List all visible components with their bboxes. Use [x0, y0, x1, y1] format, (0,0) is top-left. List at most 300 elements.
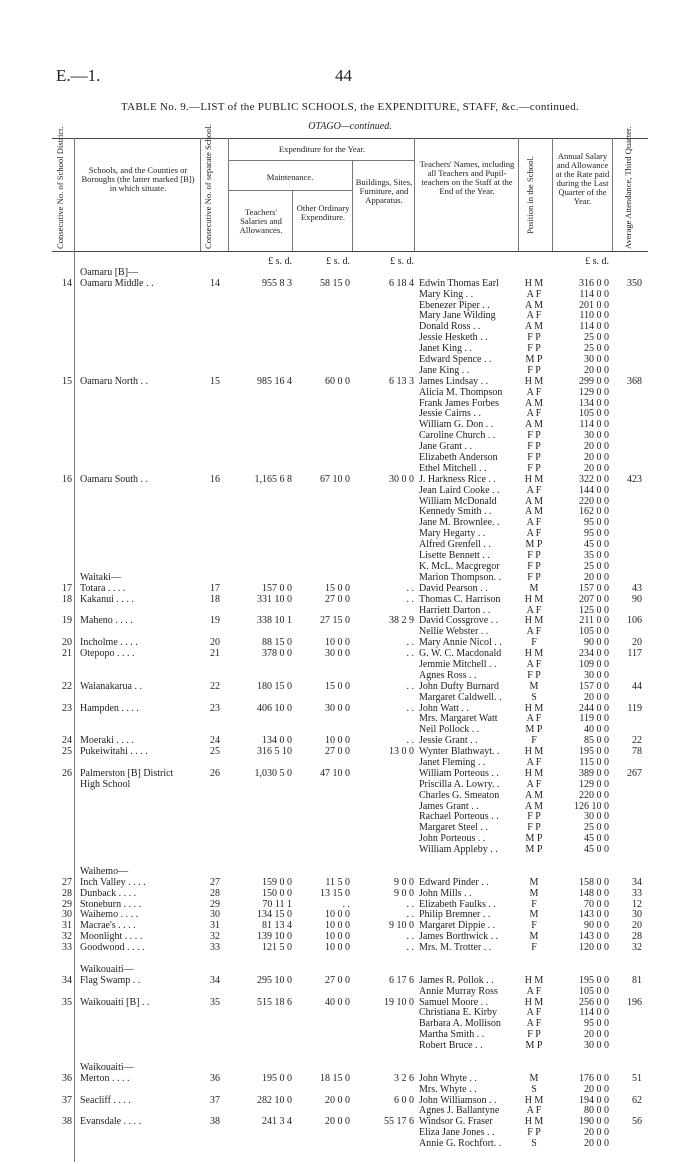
annual-salary-cell: 95 0 0 — [584, 528, 609, 540]
position-cell: A F — [526, 386, 542, 398]
header-top-rule — [52, 138, 648, 139]
annual-salary-cell: 25 0 0 — [584, 332, 609, 344]
salaries-cell: 378 0 0 — [262, 648, 292, 660]
teacher-name: Margaret Dippie . . — [419, 920, 496, 932]
other-expenditure-cell: 27 0 0 — [325, 746, 350, 758]
salaries-cell: 157 0 0 — [262, 582, 292, 594]
page-number: 44 — [335, 66, 352, 85]
school-name: Waihemo . . . . — [80, 909, 139, 921]
teacher-name: John Williamson . . — [419, 1094, 497, 1106]
annual-salary-cell: 195 0 0 — [579, 746, 609, 758]
position-cell: F P — [527, 822, 541, 834]
annual-salary-cell: 234 0 0 — [579, 648, 609, 660]
salaries-cell: 338 10 1 — [257, 615, 292, 627]
teacher-name: Agnes Ross . . — [419, 669, 477, 681]
position-cell: M P — [525, 844, 543, 856]
other-expenditure-cell: 20 0 0 — [325, 1094, 350, 1106]
other-expenditure-cell: 10 0 0 — [325, 931, 350, 943]
annual-salary-cell: 211 0 0 — [579, 615, 609, 627]
school-number: 34 — [210, 974, 220, 986]
salaries-cell: 1,165 6 8 — [254, 473, 292, 485]
school-name: Hampden . . . . — [80, 702, 139, 714]
teacher-name: John Dufty Burnard — [419, 680, 499, 692]
position-cell: A F — [526, 985, 542, 997]
other-expenditure-cell: 10 0 0 — [325, 637, 350, 649]
position-cell: F P — [527, 343, 541, 355]
school-name: Totara . . . . — [80, 582, 126, 594]
annual-salary-cell: 110 0 0 — [579, 310, 609, 322]
district-number: 32 — [62, 931, 72, 943]
buildings-cell: . . — [406, 637, 414, 649]
position-cell: F — [531, 637, 537, 649]
annual-salary-cell: 35 0 0 — [584, 550, 609, 562]
district-number: 28 — [62, 887, 72, 899]
teacher-name: Mrs. M. Trotter . . — [419, 942, 492, 954]
position-cell: F — [531, 942, 537, 954]
teacher-name: Charles G. Smeaton — [419, 789, 500, 801]
district-number: 33 — [62, 942, 72, 954]
position-cell: A F — [526, 310, 542, 322]
table-row — [0, 290, 700, 301]
school-number: 38 — [210, 1116, 220, 1128]
attendance-cell: 90 — [632, 593, 642, 605]
school-number: 33 — [210, 942, 220, 954]
teacher-name: K. McL. Macgregor — [419, 560, 500, 572]
teacher-name: Mrs. Margaret Watt — [419, 713, 498, 725]
annual-salary-cell: 220 0 0 — [579, 789, 609, 801]
school-name: Oamaru Middle . . — [80, 277, 154, 289]
position-cell: H M — [524, 1094, 544, 1106]
buildings-cell: 3 2 6 — [394, 1072, 414, 1084]
buildings-cell: 9 0 0 — [394, 876, 414, 888]
annual-salary-cell: 20 0 0 — [584, 1029, 609, 1041]
report-code: E.—1. — [56, 66, 101, 85]
salaries-cell: 1,030 5 0 — [254, 767, 292, 779]
other-expenditure-cell: 15 0 0 — [325, 582, 350, 594]
position-cell: F P — [527, 332, 541, 344]
other-expenditure-cell: 10 0 0 — [325, 735, 350, 747]
position-cell: F — [531, 898, 537, 910]
buildings-cell: . . — [406, 593, 414, 605]
district-number: 30 — [62, 909, 72, 921]
buildings-cell: 6 17 6 — [389, 974, 414, 986]
teacher-name: Ebenezer Piper . . — [419, 299, 490, 311]
teacher-name: Edwin Thomas Earl — [419, 277, 499, 289]
position-cell: A F — [526, 713, 542, 725]
position-cell: A M — [524, 789, 544, 801]
teacher-name: Mary King . . — [419, 288, 474, 300]
salaries-cell: 150 0 0 — [262, 887, 292, 899]
table-row — [0, 845, 700, 856]
school-name: Maheno . . . . — [80, 615, 133, 627]
school-number: 16 — [210, 473, 220, 485]
school-number: 22 — [210, 680, 220, 692]
school-number: 21 — [210, 648, 220, 660]
teacher-name: Janet King . . — [419, 343, 473, 355]
district-number: 25 — [62, 746, 72, 758]
table-row — [0, 388, 700, 399]
teacher-name: Elizabeth Anderson — [419, 452, 498, 464]
position-cell: M P — [525, 1040, 543, 1052]
district-number: 29 — [62, 898, 72, 910]
position-cell: A F — [526, 1018, 542, 1030]
salaries-cell: 515 18 6 — [257, 996, 292, 1008]
school-name: Inch Valley . . . . — [80, 876, 146, 888]
annual-salary-cell: 144 0 0 — [579, 484, 609, 496]
school-number: 25 — [210, 746, 220, 758]
other-expenditure-cell: 67 10 0 — [320, 473, 350, 485]
buildings-cell: 6 0 0 — [394, 1094, 414, 1106]
school-name: Waikouaiti— — [80, 963, 134, 975]
position-cell: S — [531, 691, 537, 703]
salaries-cell: 159 0 0 — [262, 876, 292, 888]
annual-salary-cell: 30 0 0 — [584, 669, 609, 681]
annual-salary-cell: 20 0 0 — [584, 462, 609, 474]
buildings-cell: . . — [406, 931, 414, 943]
column-rule — [518, 138, 519, 251]
other-expenditure-cell: 58 15 0 — [320, 277, 350, 289]
annual-salary-cell: 30 0 0 — [584, 354, 609, 366]
salaries-cell: 88 15 0 — [262, 637, 292, 649]
annual-salary-cell: 20 0 0 — [584, 1083, 609, 1095]
annual-salary-cell: 70 0 0 — [584, 898, 609, 910]
col-consec-district: Consecutive No. of School District. — [55, 126, 65, 249]
annual-salary-cell: 389 0 0 — [579, 767, 609, 779]
annual-salary-cell: 114 0 0 — [579, 321, 609, 333]
annual-salary-cell: 157 0 0 — [579, 680, 609, 692]
column-rule — [414, 138, 415, 251]
buildings-cell: 6 13 3 — [389, 375, 414, 387]
school-number: 24 — [210, 735, 220, 747]
teacher-name: Nellie Webster . . — [419, 626, 489, 638]
attendance-cell: 34 — [632, 876, 642, 888]
district-number: 36 — [62, 1072, 72, 1084]
teacher-name: Kennedy Smith . . — [419, 506, 492, 518]
position-cell: M — [529, 1072, 539, 1084]
teacher-name: Donald Ross . . — [419, 321, 481, 333]
annual-salary-cell: 45 0 0 — [584, 833, 609, 845]
position-cell: A F — [526, 626, 542, 638]
expenditure-rule — [228, 160, 414, 161]
teacher-name: Annie Murray Ross — [419, 985, 498, 997]
school-number: 30 — [210, 909, 220, 921]
other-expenditure-cell: 18 15 0 — [320, 1072, 350, 1084]
school-name: Waikouaiti— — [80, 1061, 134, 1073]
attendance-cell: 81 — [632, 974, 642, 986]
position-cell: A F — [526, 484, 542, 496]
position-cell: M — [529, 887, 539, 899]
school-number: 35 — [210, 996, 220, 1008]
column-rule — [552, 138, 553, 251]
annual-salary-cell: 126 10 0 — [574, 800, 609, 812]
attendance-cell: 20 — [632, 920, 642, 932]
table-row — [0, 693, 700, 704]
salaries-cell: 241 3 4 — [262, 1116, 292, 1128]
buildings-cell: 6 18 4 — [389, 277, 414, 289]
column-rule — [200, 138, 201, 251]
teacher-name: Lisette Bennett . . — [419, 550, 490, 562]
annual-salary-cell: 158 0 0 — [579, 876, 609, 888]
position-cell: F P — [527, 364, 541, 376]
salaries-cell: 134 15 0 — [257, 909, 292, 921]
col-salaries: Teachers' Salaries and Allowances. — [239, 207, 283, 235]
attendance-cell: 62 — [632, 1094, 642, 1106]
position-cell: F — [531, 920, 537, 932]
annual-salary-cell: 114 0 0 — [579, 1007, 609, 1019]
annual-salary-cell: 20 0 0 — [584, 1127, 609, 1139]
attendance-cell: 32 — [632, 942, 642, 954]
teacher-name: Jessie Hesketh . . — [419, 332, 488, 344]
annual-salary-cell: 190 0 0 — [579, 1116, 609, 1128]
teacher-name: Jane M. Brownlee. . — [419, 517, 500, 529]
school-number: 26 — [210, 767, 220, 779]
position-cell: M — [529, 931, 539, 943]
annual-salary-cell: 114 0 0 — [579, 288, 609, 300]
school-name: Goodwood . . . . — [80, 942, 145, 954]
position-cell: H M — [524, 277, 544, 289]
other-expenditure-cell: 10 0 0 — [325, 920, 350, 932]
position-cell: M P — [525, 539, 543, 551]
position-cell: H M — [524, 1116, 544, 1128]
school-name: Incholme . . . . — [80, 637, 138, 649]
annual-salary-cell: 134 0 0 — [579, 397, 609, 409]
teacher-name: Samuel Moore . . — [419, 996, 489, 1008]
annual-salary-cell: 20 0 0 — [584, 441, 609, 453]
school-name: Waihemo— — [80, 865, 129, 877]
school-name: Moonlight . . . . — [80, 931, 143, 943]
teacher-name: John Whyte . . — [419, 1072, 477, 1084]
teacher-name: William McDonald — [419, 495, 497, 507]
position-cell: H M — [524, 615, 544, 627]
other-expenditure-cell: 27 0 0 — [325, 974, 350, 986]
position-cell: F P — [527, 1127, 541, 1139]
district-number: 14 — [62, 277, 72, 289]
other-expenditure-cell: 10 0 0 — [325, 942, 350, 954]
salaries-cell: 134 0 0 — [262, 735, 292, 747]
buildings-cell: . . — [406, 942, 414, 954]
school-number: 18 — [210, 593, 220, 605]
teacher-name: Jane King . . — [419, 364, 470, 376]
attendance-cell: 43 — [632, 582, 642, 594]
annual-salary-cell: 162 0 0 — [579, 506, 609, 518]
other-expenditure-cell: . . — [342, 898, 350, 910]
annual-salary-cell: 30 0 0 — [584, 1040, 609, 1052]
teacher-name: James R. Pollok . . — [419, 974, 494, 986]
annual-salary-cell: 30 0 0 — [584, 430, 609, 442]
teacher-name: J. Harkness Rice . . — [419, 473, 496, 485]
attendance-cell: 267 — [627, 767, 642, 779]
col-salary: Annual Salary and Allowance at the Rate paid during the Last Quarter of the Year. — [555, 151, 610, 206]
teacher-name: John Mills . . — [419, 887, 472, 899]
salaries-cell: 139 10 0 — [257, 931, 292, 943]
school-name: Waitaki— — [80, 571, 121, 583]
attendance-cell: 12 — [632, 898, 642, 910]
col-maintenance: Maintenance. — [266, 172, 314, 182]
school-number: 32 — [210, 931, 220, 943]
buildings-cell: 19 10 0 — [384, 996, 414, 1008]
other-expenditure-cell: 27 15 0 — [320, 615, 350, 627]
school-number: 14 — [210, 277, 220, 289]
buildings-cell: . . — [406, 898, 414, 910]
teacher-name: Jane Grant . . — [419, 441, 473, 453]
annual-salary-cell: 195 0 0 — [579, 974, 609, 986]
attendance-cell: 423 — [627, 473, 642, 485]
district-number: 37 — [62, 1094, 72, 1106]
position-cell: A M — [524, 299, 544, 311]
annual-salary-cell: 109 0 0 — [579, 658, 609, 670]
position-cell: A F — [526, 288, 542, 300]
teacher-name: William Porteous . . — [419, 767, 499, 779]
attendance-cell: 56 — [632, 1116, 642, 1128]
teacher-name: Philip Bremner . . — [419, 909, 491, 921]
teacher-name: Robert Bruce . . — [419, 1040, 483, 1052]
attendance-cell: 119 — [627, 702, 642, 714]
col-teachers: Teachers' Names, including all Teachers and Pupil-teachers on the Staff at the End of the Year. — [419, 159, 515, 196]
attendance-cell: 78 — [632, 746, 642, 758]
annual-salary-cell: 20 0 0 — [584, 364, 609, 376]
table-title: TABLE No. 9.—LIST of the PUBLIC SCHOOLS, the EXPENDITURE, STAFF, &c.—continued. — [120, 101, 580, 113]
annual-salary-cell: 194 0 0 — [579, 1094, 609, 1106]
teacher-name: William G. Don . . — [419, 419, 494, 431]
school-number: 37 — [210, 1094, 220, 1106]
teacher-name: Wynter Blathwayt. . — [419, 746, 500, 758]
position-cell: A F — [526, 756, 542, 768]
annual-salary-cell: 125 0 0 — [579, 604, 609, 616]
attendance-cell: 33 — [632, 887, 642, 899]
annual-salary-cell: 85 0 0 — [584, 735, 609, 747]
other-expenditure-cell: 10 0 0 — [325, 909, 350, 921]
district-number: 19 — [62, 615, 72, 627]
buildings-cell: . . — [406, 582, 414, 594]
column-rule — [352, 160, 353, 251]
annual-salary-cell: 114 0 0 — [579, 419, 609, 431]
position-cell: A F — [526, 658, 542, 670]
salaries-cell: 70 11 1 — [262, 898, 292, 910]
position-cell: A M — [524, 800, 544, 812]
annual-salary-cell: 90 0 0 — [584, 920, 609, 932]
position-cell: H M — [524, 593, 544, 605]
position-cell: A F — [526, 778, 542, 790]
school-number: 23 — [210, 702, 220, 714]
buildings-cell: 38 2 9 — [389, 615, 414, 627]
position-cell: A F — [526, 1105, 542, 1117]
maintenance-rule — [228, 190, 352, 191]
district-number: 17 — [62, 582, 72, 594]
position-cell: A M — [524, 506, 544, 518]
annual-salary-cell: 80 0 0 — [584, 1105, 609, 1117]
other-expenditure-cell: 60 0 0 — [325, 375, 350, 387]
col-buildings: Buildings, Sites, Furniture, and Apparatus. — [355, 177, 413, 205]
table-row — [0, 486, 700, 497]
position-cell: H M — [524, 375, 544, 387]
col-expenditure: Expenditure for the Year. — [278, 144, 366, 154]
annual-salary-cell: 176 0 0 — [579, 1072, 609, 1084]
teacher-name: Mrs. Whyte . . — [419, 1083, 477, 1095]
teacher-name: Jessie Cairns . . — [419, 408, 481, 420]
annual-salary-cell: 25 0 0 — [584, 343, 609, 355]
annual-salary-cell: 25 0 0 — [584, 560, 609, 572]
buildings-cell: 30 0 0 — [389, 473, 414, 485]
table-row — [0, 682, 700, 693]
salaries-cell: 121 5 0 — [262, 942, 292, 954]
annual-salary-cell: 129 0 0 — [579, 778, 609, 790]
salaries-cell: 180 15 0 — [257, 680, 292, 692]
table-row — [0, 780, 700, 791]
table-row — [0, 595, 700, 606]
district-number: 24 — [62, 735, 72, 747]
salaries-cell: 955 8 3 — [262, 277, 292, 289]
annual-salary-cell: 20 0 0 — [584, 1138, 609, 1150]
district-number: 27 — [62, 876, 72, 888]
attendance-cell: 30 — [632, 909, 642, 921]
salaries-cell: 316 5 10 — [257, 746, 292, 758]
teacher-name: Windsor G. Fraser — [419, 1116, 493, 1128]
annual-salary-cell: 143 0 0 — [579, 931, 609, 943]
annual-salary-cell: 148 0 0 — [579, 887, 609, 899]
school-name: Oamaru [B]— — [80, 266, 139, 278]
teacher-name: Neil Pollock . . — [419, 724, 480, 736]
school-name: Moeraki . . . . — [80, 735, 134, 747]
school-name: Palmerston [B] District — [80, 767, 174, 779]
schools-table-body — [0, 257, 700, 1150]
table-row — [0, 584, 700, 595]
annual-salary-cell: 20 0 0 — [584, 452, 609, 464]
annual-salary-cell: 244 0 0 — [579, 702, 609, 714]
other-expenditure-cell: 15 0 0 — [325, 680, 350, 692]
school-name: Seacliff . . . . — [80, 1094, 131, 1106]
position-cell: H M — [524, 974, 544, 986]
teacher-name: Janet Fleming . . — [419, 756, 486, 768]
annual-salary-cell: 119 0 0 — [579, 713, 609, 725]
school-name: Macrae's . . . . — [80, 920, 136, 932]
position-cell: F P — [527, 452, 541, 464]
annual-salary-cell: 40 0 0 — [584, 724, 609, 736]
annual-salary-cell: 157 0 0 — [579, 582, 609, 594]
attendance-cell: 368 — [627, 375, 642, 387]
position-cell: M P — [525, 724, 543, 736]
position-cell: F P — [527, 550, 541, 562]
position-cell: H M — [524, 473, 544, 485]
table-row — [0, 889, 700, 900]
annual-salary-cell: 45 0 0 — [584, 539, 609, 551]
position-cell: M P — [525, 354, 543, 366]
position-cell: M P — [525, 833, 543, 845]
school-number: 28 — [210, 887, 220, 899]
position-cell: H M — [524, 996, 544, 1008]
teacher-name: Agnes J. Ballantyne — [419, 1105, 500, 1117]
district-number: 23 — [62, 702, 72, 714]
teacher-name: Thomas C. Harrison — [419, 593, 501, 605]
salaries-cell: 406 10 0 — [257, 702, 292, 714]
col-schools: Schools, and the Counties or Boroughs (the latter marked [B]) in which situate. — [81, 165, 195, 193]
column-rule — [228, 138, 229, 251]
buildings-cell: . . — [406, 648, 414, 660]
annual-salary-cell: 256 0 0 — [579, 996, 609, 1008]
position-cell: F — [531, 735, 537, 747]
school-name: Flag Swamp . . — [80, 974, 141, 986]
school-number: 31 — [210, 920, 220, 932]
school-number: 36 — [210, 1072, 220, 1084]
attendance-cell: 20 — [632, 637, 642, 649]
teacher-name: William Appleby . . — [419, 844, 498, 856]
annual-salary-cell: 20 0 0 — [584, 691, 609, 703]
school-number: 20 — [210, 637, 220, 649]
teacher-name: Christiana E. Kirby — [419, 1007, 498, 1019]
school-name: Stoneburn . . . . — [80, 898, 142, 910]
other-expenditure-cell: 30 0 0 — [325, 702, 350, 714]
position-cell: F P — [527, 430, 541, 442]
table-row — [0, 1139, 700, 1150]
